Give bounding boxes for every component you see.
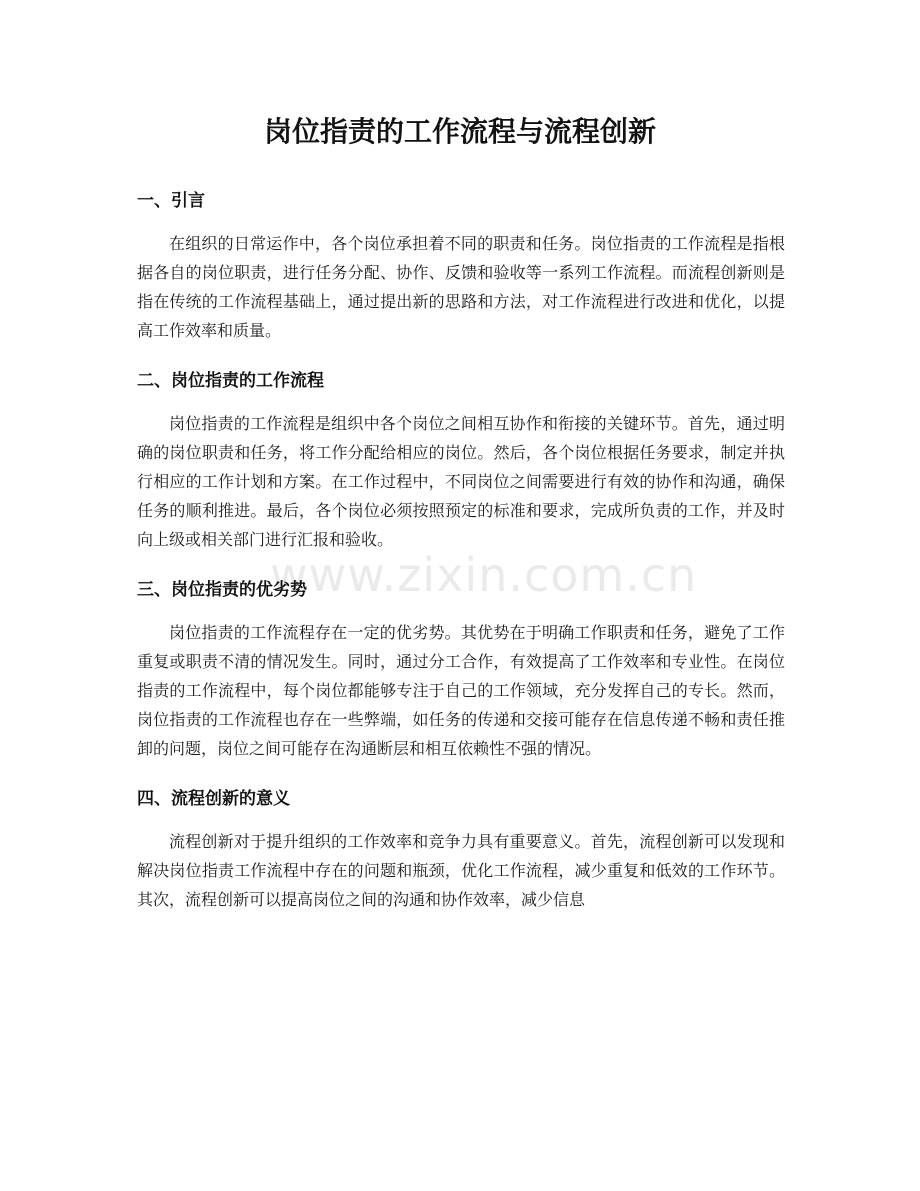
watermark: www.zixin.com.cn [270,548,698,602]
section-pros-cons [137,570,785,763]
section-introduction [137,181,785,345]
section-workflow [137,361,785,554]
section-innovation-significance [137,779,785,914]
section-paragraph: 在组织的日常运作中，各个岗位承担着不同的职责和任务。岗位指责的工作流程是指根据各自的岗位职责，进行任务分配、协作、反馈和验收等一系列工作流程。而流程创新则是指在传统的工作流程基础上，通过提出新的思路和方法，对工作流程进行改进和优化，以提高工作效率和质量。 [137,234,785,340]
document-title: 岗位指责的工作流程与流程创新 [263,115,656,148]
section-heading: 四、流程创新的意义 [137,789,290,809]
section-paragraph: 流程创新对于提升组织的工作效率和竞争力具有重要意义。首先，流程创新可以发现和解决岗位指责工作流程中存在的问题和瓶颈，优化工作流程，减少重复和低效的工作环节。其次，流程创新可以提高岗位之间的沟通和协作效率，减少信息 [137,832,785,909]
section-paragraph: 岗位指责的工作流程是组织中各个岗位之间相互协作和衔接的关键环节。首先，通过明确的岗位职责和任务，将工作分配给相应的岗位。然后，各个岗位根据任务要求，制定并执行相应的工作计划和方案。在工作过程中，不同岗位之间需要进行有效的协作和沟通，确保任务的顺利推进。最后，各个岗位必须按照预定的标准和要求，完成所负责的工作，并及时向上级或相关部门进行汇报和验收。 [137,414,785,549]
section-paragraph: 岗位指责的工作流程存在一定的优劣势。其优势在于明确工作职责和任务，避免了工作重复或职责不清的情况发生。同时，通过分工合作，有效提高了工作效率和专业性。在岗位指责的工作流程中，每个岗位都能够专注于自己的工作领域，充分发挥自己的专长。然而，岗位指责的工作流程也存在一些弊端，如任务的传递和交接可能存在信息传递不畅和责任推卸的问题，岗位之间可能存在沟通断层和相互依赖性不强的情况。 [137,623,785,758]
document-body [137,181,785,930]
section-heading: 三、岗位指责的优劣势 [137,580,307,600]
section-heading: 一、引言 [137,191,205,211]
section-heading: 二、岗位指责的工作流程 [137,371,324,391]
